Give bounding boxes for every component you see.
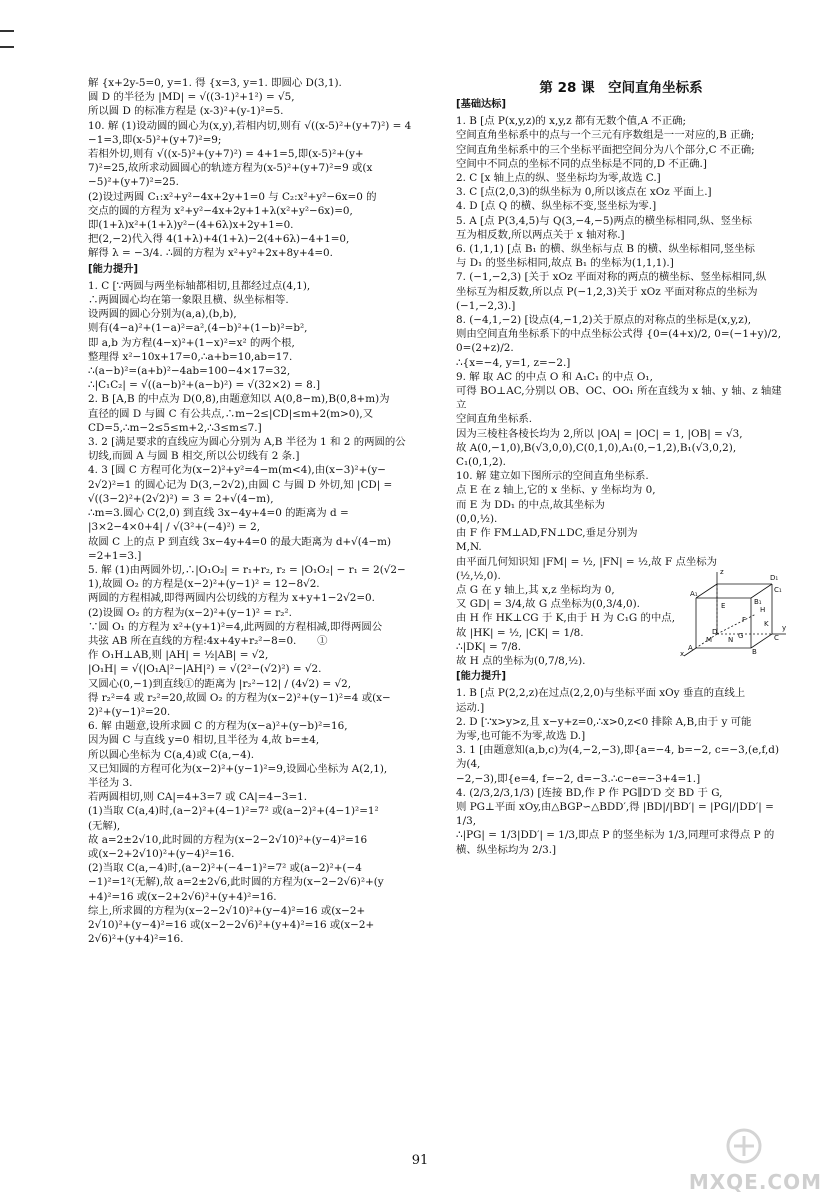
right-line: M,N.: [456, 541, 482, 554]
right-line: C₁(0,1,2).: [456, 456, 506, 469]
right-line: 由 F 作 FM⊥AD,FN⊥DC,垂足分别为: [456, 527, 638, 540]
left-line: 2√6)²+(y+4)²=16.: [88, 933, 184, 946]
left-line: 则有(4−a)²+(1−a)²=a²,(4−b)²+(1−b)²=b²,: [88, 322, 308, 335]
left-line: 10. 解 (1)设动圆的圆心为(x,y),若相内切,则有 √((x-5)²+(y+7)²) = 4: [88, 119, 412, 132]
left-line: 解 {x+2y-5=0, y=1. 得 {x=3, y=1. 即圆心 D(3,1).: [88, 77, 342, 89]
left-line: 作 O₁H⊥AB,则 |AH| = ½|AB| = √2,: [88, 649, 269, 662]
lesson-title: 第 28 课 空间直角坐标系: [539, 80, 703, 96]
right-line: 3. 1 [由题意知(a,b,c)为(4,−2,−3),即{a=−4, b=−2, c=−3,(e,f,d)为(4,: [456, 744, 780, 771]
left-line: 因为圆 C 与直线 y=0 相切,且半径为 4,故 b=±4,: [88, 734, 320, 747]
watermark-text: MXQE.COM: [688, 1170, 822, 1194]
right-line: 为零,也可能不为零,故选 D.]: [456, 729, 586, 742]
left-line: −5)²+(y+7)²=25.: [88, 176, 179, 189]
left-line: 2√10)²+(y−4)²=16 或(x−2−2√6)²+(y+4)²=16 或(x−2+: [88, 918, 375, 931]
right-line: ∴{x=−4, y=1, z=−2.]: [456, 356, 571, 369]
left-line: 又已知圆的方程可化为(x−2)²+(y−1)²=9,设圆心坐标为 A(2,1),: [88, 762, 388, 775]
left-line: −1)²=1²(无解),故 a=2±2√6,此时圆的方程为(x−2−2√6)²+(y: [88, 876, 384, 889]
right-line: 1. B [点 P(2,2,z)在过点(2,2,0)与坐标平面 xOy 垂直的直线上: [456, 687, 746, 700]
right-line: 因为三棱柱各棱长均为 2,所以 |OA| = |OC| = 1, |OB| = √3,: [456, 427, 743, 440]
left-line: (2)设过两圆 C₁:x²+y²−4x+2y+1=0 与 C₂:x²+y²−6x=0 的: [88, 190, 377, 203]
right-line: 6. (1,1,1) [点 B₁ 的横、纵坐标与点 B 的横、纵坐标相同,竖坐标: [456, 243, 755, 256]
right-line: 横、纵坐标均为 2/3.]: [456, 843, 557, 856]
left-line: 即(1+λ)x²+(1+λ)y²−(4+6λ)x+2y+1=0.: [88, 219, 294, 232]
right-line: (−1,−2,3).]: [456, 299, 516, 312]
figure-label: B₁: [754, 598, 762, 606]
right-line: 坐标互为相反数,所以点 P(−1,2,3)关于 xOz 平面对称点的坐标为: [456, 285, 758, 298]
right-line: [基础达标]: [456, 99, 507, 110]
left-line: ∴(a−b)²=(a+b)²−4ab=100−4×17=32,: [88, 365, 291, 378]
right-line: 点 G 在 y 轴上,其 x,z 坐标均为 0,: [456, 583, 615, 596]
left-line: (1)当取 C(a,4)时,(a−2)²+(4−1)²=7² 或(a−2)²+(4−1)²=1²: [88, 805, 379, 818]
left-line: 所以圆 D 的标准方程是 (x-3)²+(y-1)²=5.: [88, 105, 284, 118]
left-line: 1),故圆 O₂ 的方程是(x−2)²+(y−1)² = 12−8√2.: [88, 578, 320, 591]
figure-label: C₁: [774, 586, 782, 594]
figure-label: F: [742, 616, 747, 624]
left-line: 直径的圆 D 与圆 C 有公共点,∴m−2≤|CD|≤m+2(m>0),又: [88, 407, 374, 420]
left-line: 共弦 AB 所在直线的方程:4x+4y+r₂²−8=0. ①: [88, 634, 328, 647]
right-line: 1. B [点 P(x,y,z)的 x,y,z 都有无数个值,A 不正确;: [456, 115, 686, 128]
right-line: 8. (−4,1,−2) [设点(4,−1,2)关于原点的对称点的坐标是(x,y,z),: [456, 314, 752, 327]
right-column: [456, 96, 786, 857]
left-line: |3×2−4×0+4| / √(3²+(−4)²) = 2,: [88, 521, 261, 534]
figure-label: G: [738, 632, 744, 640]
left-line: =2+1=3.]: [88, 549, 142, 562]
left-line: 故圆 C 上的点 P 到直线 3x−4y+4=0 的最大距离为 d+√(4−m): [88, 535, 392, 548]
left-line: |O₁H| = √(|O₁A|²−|AH|²) = √(2²−(√2)²) = √2.: [88, 663, 322, 676]
right-line: 10. 解 建立如下图所示的空间直角坐标系.: [456, 470, 649, 483]
left-line: [能力提升]: [88, 263, 139, 275]
right-line: [能力提升]: [456, 671, 507, 683]
right-line: 空间直角坐标系.: [456, 413, 533, 426]
right-line: (½,½,0).: [456, 569, 501, 582]
figure-label: C: [774, 634, 779, 642]
figure-label: B: [752, 648, 757, 656]
left-line: 设两圆的圆心分别为(a,a),(b,b),: [88, 308, 237, 321]
left-line: 半径为 3.: [88, 776, 133, 789]
right-line: 可得 BO⊥AC,分别以 OB、OC、OO₁ 所在直线为 x 轴、y 轴、z 轴建立: [456, 385, 782, 412]
left-line: 切线,而圆 A 与圆 B 相交,所以公切线有 2 条.]: [88, 450, 300, 463]
left-line: 综上,所求圆的方程为(x−2−2√10)²+(y−4)²=16 或(x−2+: [88, 904, 366, 917]
right-line: (0,0,½).: [456, 512, 498, 525]
left-line: 3. 2 [满足要求的直线应为圆心分别为 A,B 半径为 1 和 2 的两圆的公: [88, 436, 406, 449]
left-line: 把(2,−2)代入得 4(1+λ)+4(1+λ)−2(4+6λ)−4+1=0,: [88, 233, 350, 246]
right-line: 则由空间直角坐标系下的中点坐标公式得 {0=(4+x)/2, 0=(−1+y)/2, 0=(2+z)/2.: [456, 328, 785, 355]
right-line: 4. D [点 Q 的横、纵坐标不变,竖坐标为零.]: [456, 200, 657, 213]
figure-label: D: [712, 628, 718, 636]
right-line: 9. 解 取 AC 的中点 O 和 A₁C₁ 的中点 O₁,: [456, 370, 653, 383]
left-line: (2)当取 C(a,−4)时,(a−2)²+(−4−1)²=7² 或(a−2)²+(−4: [88, 862, 362, 875]
figure-label: D₁: [770, 574, 779, 582]
left-line: 若两圆相切,则 CA|=4+3=7 或 CA|=4−3=1.: [88, 791, 308, 804]
right-line: 而 E 为 DD₁ 的中点,故其坐标为: [456, 498, 605, 511]
right-line: 运动.]: [456, 701, 485, 714]
left-line: 5. 解 (1)由两圆外切,∴|O₁O₂| = r₁+r₂, r₂ = |O₁O₂| − r₁ = 2(√2−: [88, 563, 406, 576]
right-line: 7. (−1,−2,3) [关于 xOz 平面对称的两点的横坐标、竖坐标相同,纵: [456, 271, 767, 284]
left-line: +4)²=16 或(x−2+2√6)²+(y+4)²=16.: [88, 890, 277, 903]
figure-label: x: [680, 650, 685, 658]
right-line: 故 H 点的坐标为(0,7/8,½).: [456, 654, 586, 667]
left-line: ∴两圆圆心均在第一象限且横、纵坐标相等.: [88, 294, 289, 307]
right-line: 4. (2/3,2/3,1/3) [连接 BD,作 P 作 PG∥D′D 交 BD 于 G,: [456, 786, 723, 799]
left-line: 即 a,b 为方程(4−x)²+(1−x)²=x² 的两个根,: [88, 336, 295, 349]
left-line: ∴m=3.圆心 C(2,0) 到直线 3x−4y+4=0 的距离为 d =: [88, 507, 349, 520]
left-line: 6. 解 由题意,设所求圆 C 的方程为(x−a)²+(y−b)²=16,: [88, 720, 348, 733]
right-line: 由平面几何知识知 |FM| = ½, |FN| = ½,故 F 点坐标为: [456, 555, 718, 568]
left-line: 故 a=2±2√10,此时圆的方程为(x−2−2√10)²+(y−4)²=16: [88, 833, 368, 846]
left-line: −1=3,即(x-5)²+(y+7)²=9;: [88, 133, 222, 146]
figure-label: A: [688, 644, 693, 652]
right-line: 5. A [点 P(3,4,5)与 Q(3,−4,−5)两点的横坐标相同,纵、竖坐标: [456, 214, 752, 227]
right-line: 空间直角坐标系中的点与一个三元有序数组是一一对应的,B 正确;: [456, 129, 755, 142]
left-line: ∵圆 O₁ 的方程为 x²+(y+1)²=4,此两圆的方程相减,即得两圆公: [88, 620, 383, 633]
page-number: 91: [411, 1153, 429, 1168]
right-line: 故 A(0,−1,0),B(√3,0,0),C(0,1,0),A₁(0,−1,2),B₁(√3,0,2),: [456, 441, 737, 454]
right-line: 与 D₁ 的竖坐标相同,故点 B₁ 的坐标为(1,1,1).]: [456, 257, 674, 270]
cube-figure: [676, 568, 788, 658]
left-column: [88, 76, 428, 946]
right-line: ∴|DK| = 7/8.: [456, 640, 522, 653]
left-line: ∴|C₁C₂| = √((a−b)²+(a−b)²) = √(32×2) = 8.]: [88, 379, 321, 392]
right-line: 又 GD| = 3/4,故 G 点坐标为(0,3/4,0).: [456, 598, 640, 611]
figure-label: E: [721, 602, 726, 610]
figure-label: z: [720, 568, 724, 576]
left-line: 圆 D 的半径为 |MD| = √((3-1)²+1²) = √5,: [88, 91, 295, 104]
right-line: 由 H 作 HK⊥CG 于 K,由于 H 为 C₁G 的中点,: [456, 612, 675, 625]
left-line: 1. C [∵两圆与两坐标轴都相切,且都经过点(4,1),: [88, 279, 311, 292]
right-line: 2. C [x 轴上点的纵、竖坐标均为零,故选 C.]: [456, 172, 661, 185]
left-line: 4. 3 [圆 C 方程可化为(x−2)²+y²=4−m(m<4),由(x−3)²+(y−: [88, 464, 386, 477]
right-line: 故 |HK| = ½, |CK| = 1/8.: [456, 626, 584, 639]
left-line: 解得 λ = −3/4. ∴圆的方程为 x²+y²+2x+8y+4=0.: [88, 247, 333, 260]
left-line: 又圆心(0,−1)到直线①的距离为 |r₂²−12| / (4√2) = √2,: [88, 677, 352, 690]
left-line: 整理得 x²−10x+17=0,∴a+b=10,ab=17.: [88, 350, 293, 363]
left-line: (无解),: [88, 819, 121, 832]
right-line: 空间中不同点的坐标不同的点坐标是不同的,D 不正确.]: [456, 157, 707, 170]
page-edge-mark: [0, 30, 14, 48]
left-line: 7)²=25,故所求动圆圆心的轨迹方程为(x-5)²+(y+7)²=9 或(x: [88, 162, 373, 175]
right-line: 3. C [点(2,0,3)的纵坐标为 0,所以该点在 xOz 平面上.]: [456, 186, 712, 199]
figure-label: M: [706, 636, 713, 644]
right-line: 则 PG⊥平面 xOy,由△BGP∽△BDD′,得 |BD|/|BD′| = |PG|/|DD′| = 1/3,: [456, 800, 778, 828]
left-line: √((3−2)²+(2√2)²) = 3 = 2+√(4−m),: [88, 492, 274, 505]
left-line: CD=5,∴m−2≤5≤m+2,∴3≤m≤7.]: [88, 421, 262, 434]
right-line: 2. D [∵x>y>z,且 x−y+z=0,∴x>0,z<0 排除 A,B,由于 y 可能: [456, 715, 752, 728]
left-line: 若相外切,则有 √((x-5)²+(y+7)²) = 4+1=5,即(x-5)²+(y+: [88, 148, 364, 161]
left-line: 或(x−2+2√10)²+(y−4)²=16.: [88, 847, 235, 860]
left-line: 所以圆心坐标为 C(a,4)或 C(a,−4).: [88, 748, 255, 761]
right-line: ∴|PG| = 1/3|DD′| = 1/3,即点 P 的竖坐标为 1/3,同理可求得点 P 的: [456, 829, 775, 842]
left-line: 2)²+(y−1)²=20.: [88, 705, 171, 718]
right-line: 点 E 在 z 轴上,它的 x 坐标、y 坐标均为 0,: [456, 484, 656, 497]
left-line: 2√2)²=1 的圆心记为 D(3,−2√2),由圆 C 与圆 D 外切,知 |CD| =: [88, 478, 393, 491]
left-line: 交点的圆的方程为 x²+y²−4x+2y+1+λ(x²+y²−6x)=0,: [88, 204, 353, 217]
figure-label: H: [760, 606, 766, 614]
left-line: 2. B [A,B 的中点为 D(0,8),由题意知以 A(0,8−m),B(0,8+m)为: [88, 393, 390, 406]
right-line: −2,−3),即{e=4, f=−2, d=−3.∴c−e=−3+4=1.]: [456, 772, 701, 785]
left-line: (2)设圆 O₂ 的方程为(x−2)²+(y−1)² = r₂².: [88, 606, 292, 619]
right-line: 空间直角坐标系中的三个坐标平面把空间分为八个部分,C 不正确;: [456, 143, 755, 156]
left-line: 得 r₂²=4 或 r₂²=20,故圆 O₂ 的方程为(x−2)²+(y−1)²=4 或(x−: [88, 691, 391, 704]
right-line: 互为相反数,所以两点关于 x 轴对称.]: [456, 228, 625, 241]
figure-label: K: [764, 620, 769, 628]
figure-label: N: [728, 636, 734, 644]
left-line: 两圆的方程相减,即得两圆内公切线的方程为 x+y+1−2√2=0.: [88, 592, 375, 605]
figure-label: y: [782, 624, 787, 632]
figure-label: A₁: [690, 590, 698, 598]
